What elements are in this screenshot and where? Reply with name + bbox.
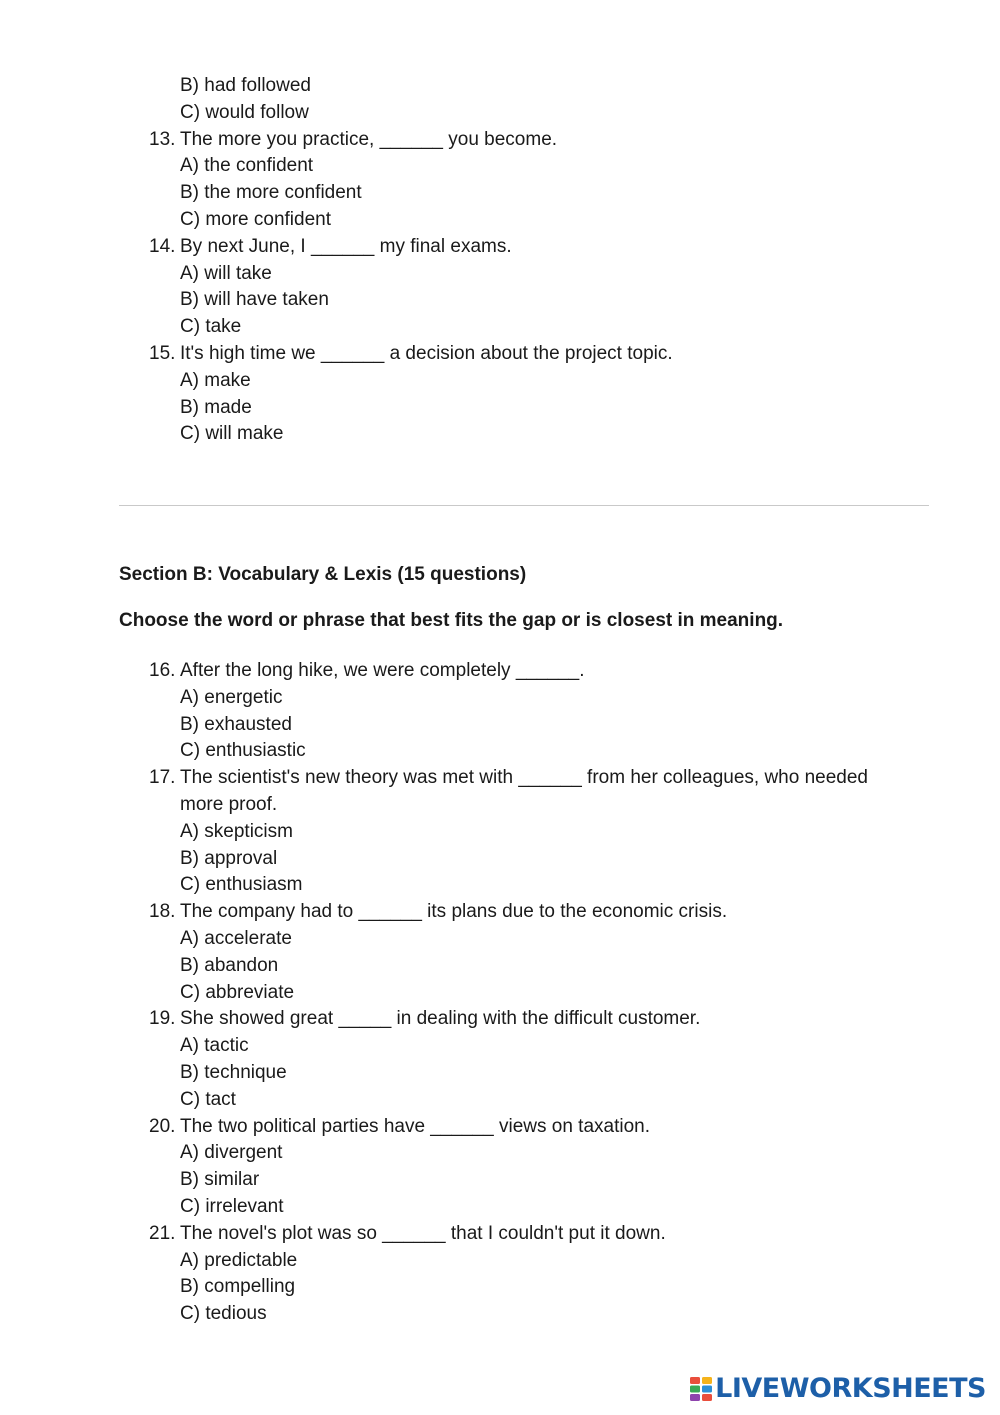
question-number: 21. <box>149 1222 176 1244</box>
option-b: B) will have taken <box>180 289 329 311</box>
question-text: The scientist's new theory was met with ______ from her colleagues, who needed more proof. <box>180 767 868 815</box>
option-a: A) make <box>180 369 251 391</box>
option-a: A) skepticism <box>180 820 293 842</box>
question-15 <box>149 341 909 448</box>
option-c: C) abbreviate <box>180 981 295 1003</box>
question-text: It's high time we ______ a decision about the project topic. <box>180 342 673 364</box>
option-a: A) tactic <box>180 1035 249 1057</box>
question-number: 14. <box>149 235 176 257</box>
question-17 <box>149 765 909 899</box>
option-b: B) abandon <box>180 954 279 976</box>
option-b: B) the more confident <box>180 182 362 204</box>
option-b: B) compelling <box>180 1276 296 1298</box>
option-a: A) energetic <box>180 686 283 708</box>
question-21 <box>149 1221 909 1328</box>
question-text: The more you practice, ______ you become. <box>180 128 558 150</box>
question-text: The two political parties have ______ views on taxation. <box>180 1115 650 1137</box>
option-a: A) accelerate <box>180 927 292 949</box>
option-c: C) irrelevant <box>180 1195 284 1217</box>
option-b: B) had followed <box>180 75 311 96</box>
question-20 <box>149 1114 909 1221</box>
option-b: B) approval <box>180 847 278 869</box>
question-text: By next June, I ______ my final exams. <box>180 235 512 257</box>
brand-name: LIVEWORKSHEETS <box>715 1373 986 1404</box>
question-number: 15. <box>149 342 176 364</box>
question-number: 17. <box>149 767 176 789</box>
option-b: B) made <box>180 396 252 418</box>
question-number: 13. <box>149 128 176 150</box>
question-number: 16. <box>149 660 176 681</box>
section-divider <box>119 505 929 506</box>
question-number: 18. <box>149 901 176 923</box>
option-c: C) enthusiasm <box>180 874 303 896</box>
option-a: A) predictable <box>180 1249 298 1271</box>
option-a: A) divergent <box>180 1142 283 1164</box>
option-c: C) will make <box>180 423 284 445</box>
liveworksheets-logo[interactable] <box>690 1372 986 1406</box>
option-b: B) technique <box>180 1061 287 1083</box>
option-c: C) more confident <box>180 208 332 230</box>
question-text: After the long hike, we were completely ______. <box>180 660 585 681</box>
option-a: A) the confident <box>180 155 314 177</box>
question-number: 20. <box>149 1115 176 1137</box>
question-18 <box>149 899 909 1006</box>
question-13 <box>149 127 909 234</box>
option-c: C) tedious <box>180 1303 267 1325</box>
liveworksheets-logo-icon <box>690 1377 712 1401</box>
section-instruction: Choose the word or phrase that best fits the gap or is closest in meaning. <box>119 610 784 631</box>
vocabulary-question-list <box>149 658 909 1328</box>
question-14 <box>149 234 909 341</box>
option-b: B) exhausted <box>180 713 292 735</box>
option-c: C) enthusiastic <box>180 740 306 762</box>
option-b: B) similar <box>180 1169 260 1191</box>
question-number: 19. <box>149 1008 176 1030</box>
question-text: She showed great _____ in dealing with the difficult customer. <box>180 1008 701 1030</box>
option-c: C) would follow <box>180 101 309 123</box>
question-16 <box>149 658 909 765</box>
question-19 <box>149 1006 909 1113</box>
option-c: C) tact <box>180 1088 236 1110</box>
question-text: The novel's plot was so ______ that I couldn't put it down. <box>180 1222 666 1244</box>
grammar-question-list <box>149 73 909 448</box>
section-title: Section B: Vocabulary & Lexis (15 questions) <box>119 564 527 585</box>
question-text: The company had to ______ its plans due to the economic crisis. <box>180 901 728 923</box>
option-c: C) take <box>180 316 242 338</box>
option-a: A) will take <box>180 262 272 284</box>
